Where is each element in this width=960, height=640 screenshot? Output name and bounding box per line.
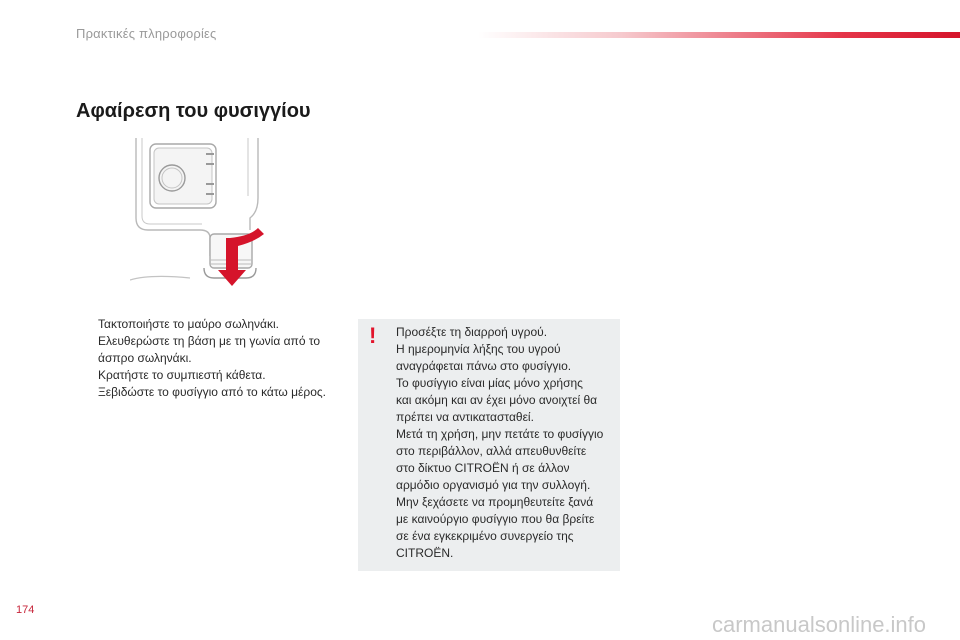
warning-line: Η ημερομηνία λήξης του υγρού [396, 342, 561, 356]
list-item [76, 333, 346, 367]
warning-line: στο δίκτυο CITROËN ή σε άλλον [396, 461, 570, 475]
list-item [76, 367, 346, 384]
warning-line: με καινούργιο φυσίγγιο που θα βρείτε [396, 512, 595, 526]
warning-line: αρμόδιο οργανισμό για την συλλογή. [396, 478, 591, 492]
warning-line: CITROËN. [396, 546, 454, 560]
warning-line: πρέπει να αντικατασταθεί. [396, 410, 534, 424]
steps-list [76, 316, 346, 401]
warning-line: σε ένα εγκεκριμένο συνεργείο της [396, 529, 574, 543]
page-title: Αφαίρεση του φυσιγγίου [76, 100, 311, 122]
warning-line: Μην ξεχάσετε να προμηθευτείτε ξανά [396, 495, 594, 509]
step-text: Ξεβιδώστε το φυσίγγιο από το κάτω μέρος. [98, 385, 327, 399]
warning-line: Μετά τη χρήση, μην πετάτε το φυσίγγιο [396, 427, 604, 441]
cartridge-removal-illustration [130, 138, 270, 288]
step-text: Κρατήστε το συμπιεστή κάθετα. [98, 368, 266, 382]
section-header: Πρακτικές πληροφορίες [76, 26, 217, 41]
step-text: Ελευθερώστε τη βάση με τη γωνία από το άσπρο σωληνάκι. [98, 334, 321, 365]
watermark: carmanualsonline.info [712, 612, 927, 637]
warning-exclamation-icon: ! [369, 323, 377, 348]
warning-line: αναγράφεται πάνω στο φυσίγγιο. [396, 359, 572, 373]
warning-line: Το φυσίγγιο είναι μίας μόνο χρήσης [396, 376, 583, 390]
page-number: 174 [16, 604, 35, 616]
cartridge-removal-diagram-icon [130, 138, 270, 288]
header-accent-bar [478, 32, 960, 38]
list-item [76, 384, 346, 401]
warning-line: και ακόμη και αν έχει μόνο ανοιχτεί θα [396, 393, 598, 407]
warning-text [396, 324, 618, 562]
warning-line: στο περιβάλλον, αλλά απευθυνθείτε [396, 444, 587, 458]
warning-line: Προσέξτε τη διαρροή υγρού. [396, 325, 548, 339]
step-text: Τακτοποιήστε το μαύρο σωληνάκι. [98, 317, 279, 331]
list-item [76, 316, 346, 333]
warning-box [358, 319, 620, 571]
